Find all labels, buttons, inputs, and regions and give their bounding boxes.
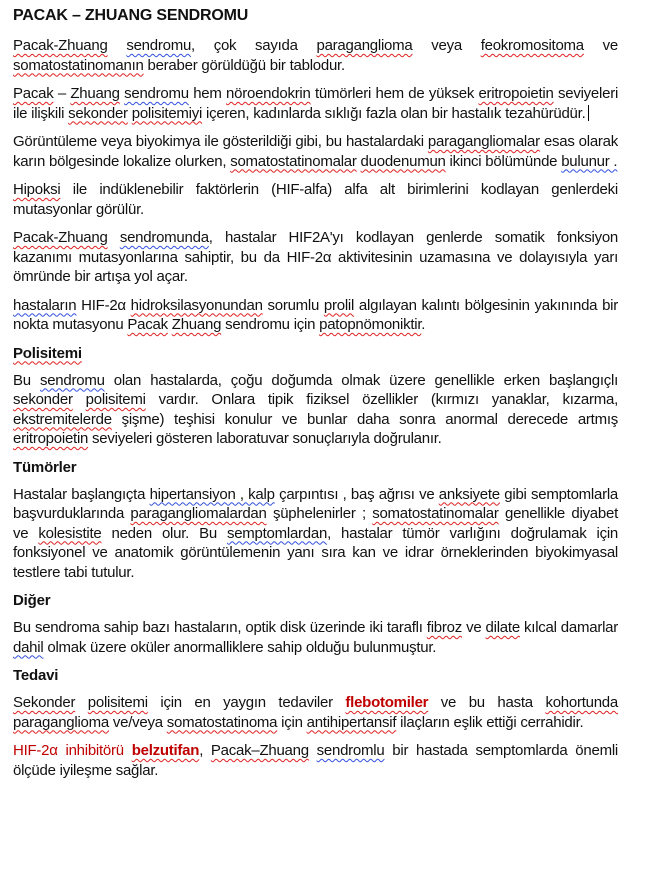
document-title: PACAK – ZHUANG SENDROMU — [13, 7, 249, 24]
spell-error-word[interactable]: nöroendokrin — [226, 85, 311, 102]
grammar-error-word[interactable]: hipertansiyon , kalp — [149, 485, 275, 503]
spell-error-word[interactable]: patopnömoniktir — [319, 316, 422, 333]
spell-error-word[interactable]: polisitemi — [87, 694, 148, 711]
intro-paragraph-2[interactable]: Pacak – Zhuang sendromu hem nöroendokrin tümörleri hem de yüksek eritropoietin seviyeleri ile ilişkili sekonder polisitemiyi içeren, kadınlarda sıklığı fazla olan bir hastalık tezahürüdür. — [13, 85, 619, 122]
spell-error-word[interactable]: somatostatinomalar — [372, 505, 499, 522]
spell-error-word[interactable]: Hipoksi — [13, 181, 61, 198]
spell-error-word[interactable]: feokromositoma — [480, 37, 584, 54]
section-heading-tedavi: Tedavi — [13, 667, 59, 684]
grammar-error-word[interactable]: dahil — [13, 638, 44, 656]
spell-error-word[interactable]: ekstremitelerde — [13, 410, 112, 428]
spell-error-word[interactable]: Pacak — [13, 85, 54, 102]
polisitemi-paragraph[interactable]: Bu sendromu olan hastalarda, çoğu doğumda olmak üzere genellikle erken başlangıçlı sekonder polisitemi vardır. Onlara tipik fiziksel özellikler (kırmızı yanaklar, kızarma, ekstremitelerde şişme) teşhisi konulur ve bunlar daha sonra anormal derecede artmış eritropoietin seviyeleri gösteren laboratuvar sonuçlarıyla doğrulanır. — [13, 371, 619, 447]
spell-error-word[interactable]: Pacak — [127, 316, 168, 333]
grammar-error-word[interactable]: sendromu — [39, 371, 105, 389]
grammar-error-word[interactable]: sendromunda — [119, 229, 209, 246]
grammar-error-word[interactable]: bulunur . — [561, 152, 618, 170]
section-heading-tumorler: Tümörler — [13, 458, 77, 476]
spell-error-word[interactable]: paraganglioma — [13, 713, 109, 731]
spell-error-word[interactable]: paragangliomalar — [427, 133, 540, 150]
spell-error-word[interactable]: Pacak-Zhuang — [13, 37, 108, 54]
spell-error-word[interactable]: somatostatinomanın — [13, 56, 144, 74]
section-heading-polisitemi: Polisitemi — [13, 344, 82, 362]
intro-paragraph-5[interactable]: Pacak-Zhuang sendromunda, hastalar HIF2A'yı kodlayan genlerde somatik fonksiyon kazanımı mutasyonlarına sahiptir, bu da HIF-2α aktivitesinin uzamasına ve dolayısıyla yarı ömründe bir artışa yol açar. — [13, 229, 619, 285]
spell-error-word[interactable]: Sekonder — [13, 694, 76, 711]
spell-error-word[interactable]: hidroksilasyonundan — [130, 296, 263, 314]
spell-error-word[interactable]: Pacak-Zhuang — [13, 229, 108, 246]
intro-paragraph-1[interactable]: Pacak-Zhuang sendromu, çok sayıda paraganglioma veya feokromositoma ve somatostatinomanın beraber görüldüğü bir tablodur. — [13, 37, 618, 74]
spell-error-word[interactable]: prolil — [323, 296, 355, 314]
spell-error-word[interactable]: anksiyete — [438, 485, 500, 503]
grammar-error-word[interactable]: sendromlu — [316, 742, 385, 759]
spell-error-word[interactable]: somatostatinoma — [166, 713, 278, 731]
text-cursor — [588, 105, 589, 121]
intro-paragraph-4[interactable]: Hipoksi ile indüklenebilir faktörlerin (HIF-alfa) alfa alt birimlerini kodlayan genlerdeki mutasyonlar görülür. — [13, 181, 618, 218]
diger-paragraph[interactable]: Bu sendroma sahip bazı hastaların, optik disk üzerinde iki taraflı fibroz ve dilate kılcal damarlar dahil olmak üzere oküler anormalliklere sahip olduğu bulunmuştur. — [13, 619, 618, 656]
highlighted-term-belzutifan[interactable]: belzutifan — [131, 742, 200, 759]
tumorler-paragraph[interactable]: Hastalar başlangıçta hipertansiyon , kalp çarpıntısı , baş ağrısı ve anksiyete gibi semptomlarla başvurduklarında paragangliomalardan şüphelenirler ; somatostatinomalar genellikle diyabet ve kolesistite neden olur. Bu semptomlardan, hastalar tümör varlığını doğrulamak için fonksiyonel ve anatomik görüntülemenin yanı sıra kan ve idrar örneklerinden biyokimyasal testlere tabi tutulur. — [13, 485, 619, 581]
section-heading-diger: Diğer — [13, 592, 51, 609]
spell-error-word[interactable]: duodenumun — [360, 152, 446, 170]
spell-error-word[interactable]: eritropoietin — [478, 85, 554, 102]
intro-paragraph-6[interactable]: hastaların HIF-2α hidroksilasyonundan sorumlu prolil algılayan kalıntı bölgesinin yakınında bir nokta mutasyonu Pacak Zhuang sendromu için patopnömoniktir. — [13, 296, 618, 333]
grammar-error-word[interactable]: sendromu — [124, 85, 189, 102]
spell-error-word[interactable]: Zhuang — [171, 316, 222, 333]
spell-error-word[interactable]: paragangliomalardan — [130, 505, 267, 522]
grammar-error-word[interactable]: sendromu — [126, 37, 192, 54]
spell-error-word[interactable]: sekonder — [68, 104, 128, 122]
spell-error-word[interactable]: sekonder — [13, 391, 73, 408]
spell-error-word[interactable]: kolesistite — [38, 524, 102, 542]
highlighted-text: HIF-2α inhibitörü — [13, 742, 132, 759]
spell-error-word[interactable]: Zhuang — [70, 85, 120, 102]
spell-error-word[interactable]: somatostatinomalar — [230, 152, 357, 170]
spell-error-word[interactable]: eritropoietin — [13, 430, 89, 447]
spell-error-word[interactable]: paraganglioma — [316, 37, 413, 54]
spell-error-word[interactable]: kohortunda — [545, 694, 618, 711]
spell-error-word[interactable]: polisitemiyi — [131, 104, 203, 122]
spell-error-word[interactable]: dilate — [485, 619, 520, 636]
highlighted-term-flebotomiler[interactable]: flebotomiler — [345, 694, 429, 711]
spell-error-word[interactable]: Pacak–Zhuang — [210, 742, 309, 759]
spell-error-word[interactable]: polisitemi — [85, 391, 146, 408]
tedavi-paragraph-1[interactable]: Sekonder polisitemi için en yaygın tedaviler flebotomiler ve bu hasta kohortunda paraganglioma ve/veya somatostatinoma için antihipertansif ilaçların eşlik ettiği cerrahidir. — [13, 694, 618, 731]
grammar-error-word[interactable]: semptomlardan — [226, 524, 328, 542]
tedavi-paragraph-2[interactable]: HIF-2α inhibitörü belzutifan, Pacak–Zhuang sendromlu bir hastada semptomlarda önemli ölçüde iyileşme sağlar. — [13, 742, 618, 779]
grammar-error-word[interactable]: hastaların — [13, 296, 77, 314]
intro-paragraph-3[interactable]: Görüntüleme veya biyokimya ile gösterildiği gibi, bu hastalardaki paragangliomalar esas olarak karın bölgesinde lokalize olurken, somatostatinomalar duodenumun ikinci bölümünde bulunur . — [13, 133, 619, 170]
spell-error-word[interactable]: antihipertansif — [306, 713, 397, 731]
spell-error-word[interactable]: fibroz — [426, 619, 462, 636]
